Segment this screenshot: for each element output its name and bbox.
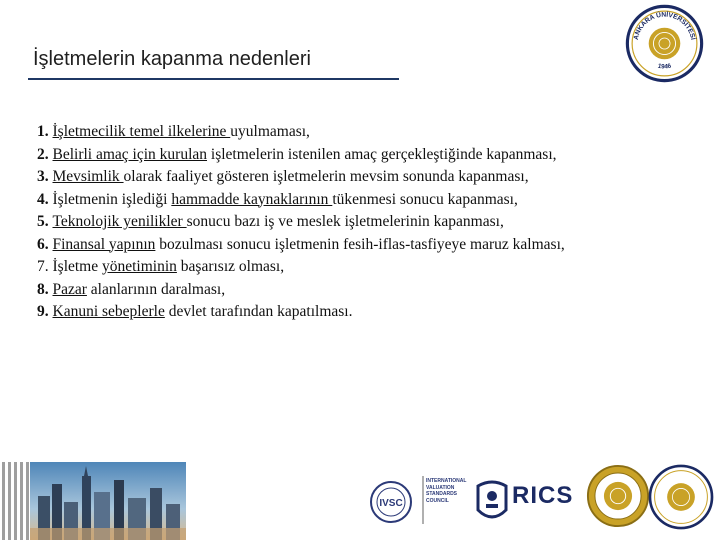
city-skyline-image — [30, 462, 186, 540]
list-item — [37, 144, 683, 167]
list-item-text: 3. — [37, 168, 53, 185]
ivsc-logo-text: IVSC — [379, 498, 403, 509]
ivsc-caption: INTERNATIONAL VALUATION STANDARDS COUNCIL — [426, 478, 467, 504]
list-item-text: yönetiminin — [102, 258, 177, 275]
list-item-text: İşletme — [52, 258, 102, 275]
list-item-text: Teknolojik yenilikler — [52, 213, 187, 230]
page-title: İşletmelerin kapanma nedenleri — [33, 48, 311, 70]
list-item-text: Finansal yapının — [52, 235, 156, 253]
footer-stripes — [0, 462, 30, 540]
list-item-text: İşletmecilik temel ilkelerine — [52, 123, 231, 140]
list-item-text: işletmelerin istenilen amaç gerçekleştiğinde kapanması, — [207, 145, 557, 163]
list-item-text: 7. — [37, 258, 53, 275]
university-seal-logo — [625, 4, 704, 83]
list-item-text: uyulmaması, — [230, 123, 310, 140]
list-item-text: hammadde kaynaklarının — [171, 190, 333, 208]
list-item-text: 1. — [37, 123, 53, 140]
list-item-text: Kanuni sebeplerle — [52, 303, 165, 320]
list-item — [37, 121, 683, 144]
list-item-text: 8. — [37, 280, 53, 298]
list-item — [37, 211, 683, 234]
list-item — [37, 279, 683, 302]
list-item-text: İşletmenin işlediği — [52, 190, 172, 208]
rics-logo-text: RICS — [512, 482, 574, 509]
reasons-list — [37, 121, 683, 324]
list-item-text: 9. — [37, 303, 53, 320]
title-underline — [28, 78, 399, 80]
list-item-text: sonucu bazı iş ve meslek işletmelerinin kapanması, — [186, 213, 504, 230]
list-item-text: Pazar — [52, 280, 87, 298]
list-item-text: 2. — [37, 145, 53, 163]
list-item-text: 6. — [37, 235, 53, 253]
list-item-text: 4. — [37, 190, 53, 208]
list-item-text: 5. — [37, 213, 53, 230]
footer-seal-university — [648, 464, 714, 530]
list-item-text: tükenmesi sonucu kapanması, — [332, 190, 518, 208]
list-item — [37, 256, 683, 279]
list-item-text: devlet tarafından kapatılması. — [164, 303, 353, 320]
list-item-text: bozulması sonucu işletmenin fesih-iflas-tasfiyeye maruz kalması, — [155, 235, 565, 253]
seal-year: 1946 — [657, 62, 672, 71]
list-item — [37, 234, 683, 257]
list-item-text: Belirli amaç için kurulan — [52, 145, 208, 163]
footer-banner — [0, 462, 720, 540]
seal-name: ANKARA ÜNİVERSİTESİ — [632, 11, 697, 41]
list-item — [37, 189, 683, 212]
list-item-text: Mevsimlik — [52, 168, 124, 185]
list-item-text: alanlarının daralması, — [86, 280, 226, 298]
footer-seal-gold — [586, 464, 650, 528]
list-item-text: başarısız olması, — [176, 258, 285, 275]
list-item — [37, 166, 683, 189]
list-item — [37, 301, 683, 324]
svg-text:1946 — [657, 63, 672, 71]
list-item-text: olarak faaliyet gösteren işletmelerin mevsim sonunda kapanması, — [123, 168, 529, 185]
